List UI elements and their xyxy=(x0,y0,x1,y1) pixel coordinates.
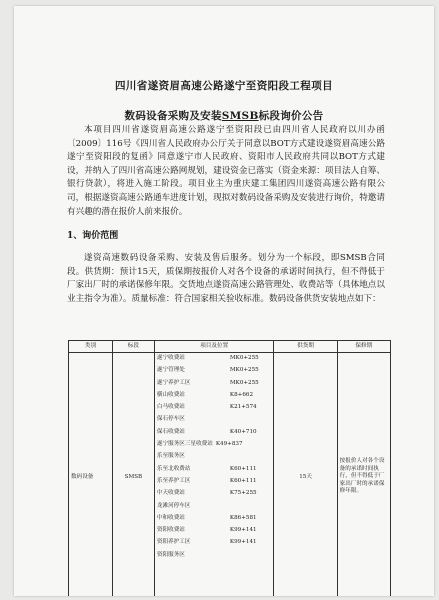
scope-paragraph: 遂资高速数码设备采购、安装及售后服务。划分为一个标段，即SMSB合同段。供货期：预计15天，质保期按报价人对各个设备的承诺时间执行，但不得低于厂家出厂时的承诺保修年限。交货地点遂资高速公路管理处、收费站等（具体地点以业主指令为准）。质量标准：符合国家相关验收标准。数码设备供货安装地点如下： xyxy=(67,253,385,304)
project-title: 四川省遂资眉高速公路遂宁至资阳段工程项目 xyxy=(115,80,333,92)
location-mileage: K99+141 xyxy=(229,539,257,546)
location-line xyxy=(157,429,272,441)
location-name: 遂宁服务区三星收费站 xyxy=(156,441,213,448)
location-mileage: K86+581 xyxy=(229,514,257,521)
location-name: 遂宁养护工区 xyxy=(156,379,191,386)
cell-project-locations xyxy=(154,353,274,597)
cell-warranty: 按报价人对各个设备的承诺时间执行，但不得低于厂家出厂时的承诺保修年限。 xyxy=(337,353,390,597)
header-category: 类别 xyxy=(69,341,113,353)
location-mileage: K60+111 xyxy=(229,465,257,472)
location-line xyxy=(157,527,272,539)
location-name: 资阳收费站 xyxy=(156,527,185,534)
header-supply-period: 供货期 xyxy=(274,341,337,353)
section-heading-scope: 1、询价范围 xyxy=(67,231,119,241)
location-mileage: MK0+255 xyxy=(229,379,259,386)
location-name: 乐至养护工区 xyxy=(156,477,191,484)
notice-title xyxy=(14,108,434,123)
notice-title-suffix: 标段询价公告 xyxy=(258,110,324,122)
location-line xyxy=(157,392,272,404)
notice-title-prefix: 数码设备采购及安装 xyxy=(124,110,222,122)
location-name: 中和收费站 xyxy=(156,514,185,521)
location-line xyxy=(157,503,272,515)
location-line xyxy=(157,367,272,379)
location-name: 遂宁管理处 xyxy=(156,367,185,374)
location-mileage: K60+111 xyxy=(229,477,257,484)
location-line xyxy=(157,539,272,551)
locations-table xyxy=(68,340,391,596)
location-mileage: MK0+255 xyxy=(229,367,259,374)
location-name: 中天收费站 xyxy=(156,490,185,497)
cell-category: 数码设备 xyxy=(69,353,113,597)
location-mileage: K75+255 xyxy=(229,490,257,497)
location-name: 资阳养护工区 xyxy=(156,539,191,546)
cell-supply-period: 15天 xyxy=(274,353,337,597)
cell-section: SMSB xyxy=(112,353,154,597)
header-section: 标段 xyxy=(112,341,154,353)
header-project-location: 项目及位置 xyxy=(154,341,274,353)
location-line xyxy=(157,490,272,502)
location-line xyxy=(157,466,272,478)
location-line xyxy=(157,453,272,465)
location-name: 遂宁收费站 xyxy=(156,355,185,361)
location-name: 龙滩河停车区 xyxy=(156,502,191,509)
table-row xyxy=(69,353,391,597)
location-name: 保石收费站 xyxy=(156,428,185,435)
document-page xyxy=(14,6,434,596)
location-name: 乐至北收费站 xyxy=(156,465,191,472)
location-line xyxy=(157,416,272,428)
location-line xyxy=(157,355,272,367)
location-line xyxy=(157,404,272,416)
location-line xyxy=(157,441,272,453)
location-name: 白马收费站 xyxy=(156,404,185,411)
location-mileage: K99+141 xyxy=(229,527,257,534)
location-line xyxy=(157,552,272,564)
location-mileage: MK0+255 xyxy=(229,355,259,361)
location-name: 横山收费站 xyxy=(156,391,185,398)
location-mileage: K49+837 xyxy=(215,441,243,448)
location-name: 乐至服务区 xyxy=(156,453,185,460)
location-name: 资阳服务区 xyxy=(156,551,185,558)
table-header-row xyxy=(69,341,391,353)
location-line xyxy=(157,478,272,490)
location-mileage: K8+662 xyxy=(229,391,254,398)
location-line xyxy=(157,515,272,527)
location-mileage: K40+710 xyxy=(229,428,257,435)
location-mileage: K21+574 xyxy=(229,404,257,411)
location-line xyxy=(157,380,272,392)
header-warranty: 保修期 xyxy=(337,341,390,353)
intro-paragraph: 本项目四川省遂资眉高速公路遂宁至资阳段已由四川省人民政府以川办函〔2009〕116号《四川省人民政府办公厅关于同意以BOT方式建设遂资眉高速公路遂宁至资阳段的复函》同意遂宁市人民政府、资阳市人民政府共同以BOT方式建设，并纳入了四川省高速公路网规划，建设资金已落实（资金来源：项目法人自筹、银行贷款），将进入施工阶段。项目业主为重庆建工集团四川遂资高速公路有限公司，根据遂资高速公路通车进度计划，现拟对数码设备采购及安装进行询价，特邀请有兴趣的潜在报价人前来报价。 xyxy=(67,125,385,217)
location-name: 保石停车区 xyxy=(156,416,185,423)
notice-title-code: SMSB xyxy=(221,110,259,122)
